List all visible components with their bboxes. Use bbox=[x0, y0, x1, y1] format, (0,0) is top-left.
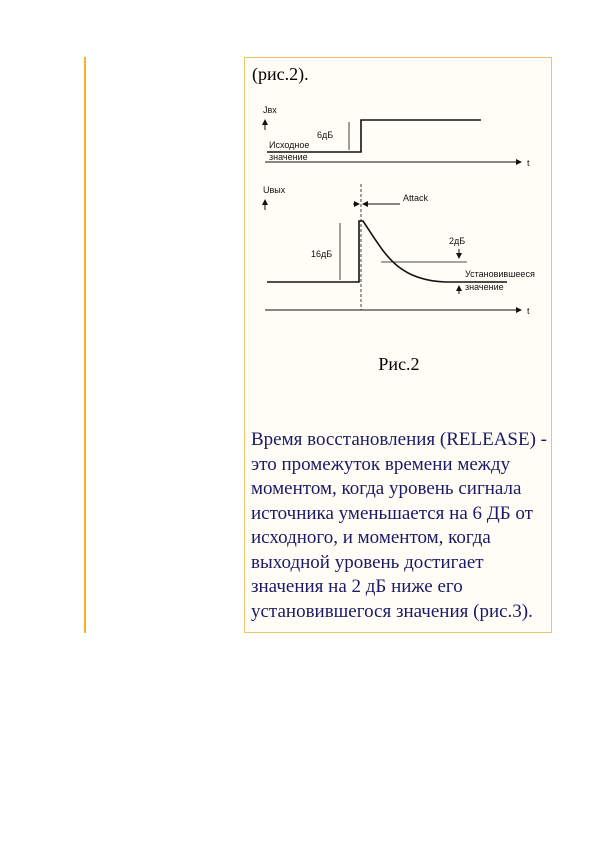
attack-label: Attack bbox=[403, 193, 429, 203]
initial-value-label-2: значение bbox=[269, 152, 308, 162]
output-axis-label: Uвых bbox=[263, 185, 286, 195]
figure-caption: Рис.2 bbox=[378, 354, 420, 374]
left-margin-rule bbox=[84, 57, 86, 633]
lead-text: (рис.2). bbox=[252, 64, 309, 84]
input-time-label: t bbox=[527, 158, 530, 168]
settled-value-label-2: значение bbox=[465, 282, 504, 292]
input-step-label: 6дБ bbox=[317, 130, 334, 140]
overshoot-label: 16дБ bbox=[311, 249, 333, 259]
content-panel bbox=[244, 57, 552, 633]
body-paragraph: Время восстановления (RELEASE) - это промежуток времени между моментом, когда уровень сигнала источника уменьшается на 6 ДБ от исходного, и моментом, когда выходной уровень достигает значения на 2 дБ ниже его установившегося значения (рис.3). bbox=[251, 429, 548, 622]
input-axis-label: Jвх bbox=[263, 105, 277, 115]
settle-margin-label: 2дБ bbox=[449, 236, 466, 246]
output-time-label: t bbox=[527, 306, 530, 316]
settled-value-label-1: Установившееся bbox=[465, 269, 535, 279]
initial-value-label-1: Исходное bbox=[269, 140, 310, 150]
attack-time-figure bbox=[245, 58, 553, 348]
